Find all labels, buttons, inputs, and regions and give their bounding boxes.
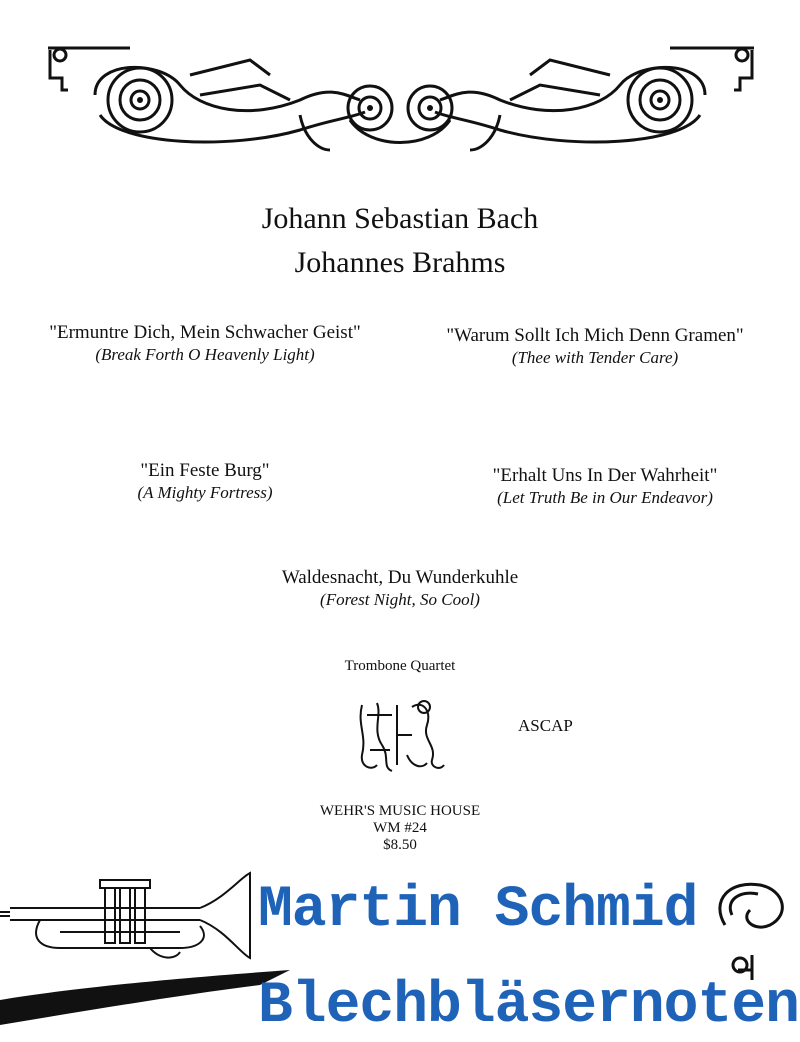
watermark-line-1: Martin Schmid bbox=[258, 878, 698, 943]
composer-bach: Johann Sebastian Bach bbox=[261, 202, 539, 235]
piece-subtitle: (Forest Night, So Cool) bbox=[320, 590, 480, 609]
composer-brahms: Johannes Brahms bbox=[294, 246, 506, 279]
piece-subtitle: (A Mighty Fortress) bbox=[137, 483, 273, 502]
piece-3 bbox=[80, 460, 330, 504]
piece-title: "Warum Sollt Ich Mich Denn Gramen" bbox=[446, 325, 744, 346]
ornamental-scroll-header-icon bbox=[0, 0, 800, 175]
publisher-name: WEHR'S MUSIC HOUSE bbox=[319, 803, 481, 819]
publisher-info bbox=[250, 803, 550, 854]
piece-2 bbox=[400, 325, 790, 369]
piece-subtitle: (Thee with Tender Care) bbox=[511, 348, 679, 367]
piece-title: Waldesnacht, Du Wunderkuhle bbox=[281, 567, 519, 588]
piece-5 bbox=[220, 567, 580, 611]
ensemble-label: Trombone Quartet bbox=[344, 658, 456, 674]
piece-subtitle: (Break Forth O Heavenly Light) bbox=[95, 345, 315, 364]
piece-1 bbox=[10, 322, 400, 366]
price: $8.50 bbox=[383, 837, 417, 853]
piece-4 bbox=[440, 465, 770, 509]
piece-title: "Erhalt Uns In Der Wahrheit" bbox=[492, 465, 718, 486]
piece-title: "Ein Feste Burg" bbox=[140, 460, 270, 481]
piece-title: "Ermuntre Dich, Mein Schwacher Geist" bbox=[49, 322, 361, 343]
publisher-logo-icon bbox=[352, 695, 452, 775]
watermark-line-2: Blechbläsernoten bbox=[258, 974, 799, 1039]
catalog-number: WM #24 bbox=[373, 820, 427, 836]
swoosh-decoration bbox=[0, 910, 300, 1030]
piece-subtitle: (Let Truth Be in Our Endeavor) bbox=[497, 488, 713, 507]
rights-label: ASCAP bbox=[518, 716, 573, 735]
